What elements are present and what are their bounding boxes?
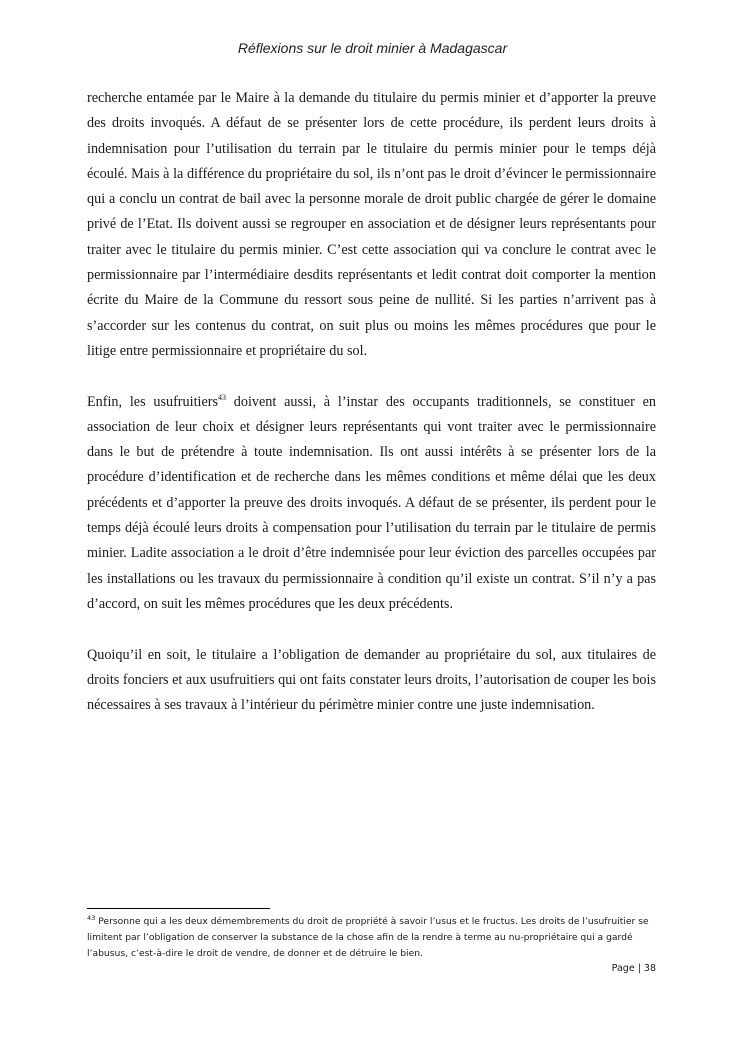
paragraph-2: [87, 390, 656, 618]
paragraph-2-rest: doivent aussi, à l’instar des occupants traditionnels, se constituer en association de leur choix et désigner leurs représentants qui vont traiter avec le permissionnaire dans le but de prétendre à toute indemnisation. Ils ont aussi intérêts à se présenter lors de la procédure d’identification et de recherche dans les mêmes conditions et même délai que les deux précédents et d’apporter la preuve des droits invoqués. A défaut de se présenter, ils perdent pour le temps déjà écoulé leurs droits à compensation pour l’utilisation du terrain par le titulaire de permis minier. Ladite association a le droit d’être indemnisée pour leur éviction des parcelles occupées par les installations ou les travaux du permissionnaire à condition qu’il existe un contrat. S’il n’y a pas d’accord, on suit les mêmes procédures que les deux précédents.: [87, 393, 656, 612]
paragraph-3: Quoiqu’il en soit, le titulaire a l’obligation de demander au propriétaire du sol, aux titulaires de droits fonciers et aux usufruitiers qui ont faits constater leurs droits, l’autorisation de couper les bois nécessaires à ses travaux à l’intérieur du périmètre minier contre une juste indemnisation.: [87, 646, 656, 714]
running-header: Réflexions sur le droit minier à Madagascar: [237, 40, 508, 56]
paragraph-2-start: Enfin, les usufruitiers: [87, 393, 218, 410]
paragraph-1: recherche entamée par le Maire à la demande du titulaire du permis minier et d’apporter la preuve des droits invoqués. A défaut de se présenter lors de cette procédure, ils perdent leurs droits à indemnisation pour l’utilisation du terrain par le titulaire du permis minier pour le temps déjà écoulé. Mais à la différence du propriétaire du sol, ils n’ont pas le droit d’évincer le permissionnaire qui a conclu un contrat de bail avec la personne morale de droit public chargée de gérer le domaine privé de l’Etat. Ils doivent aussi se regrouper en association et de désigner leurs représentants pour traiter avec le titulaire du permis minier. C’est cette association qui va conclure le contrat avec le permissionnaire par l’intermédiaire desdits représentants et ledit contrat doit comporter la mention écrite du Maire de la Commune du ressort sous peine de nullité. Si les parties n’arrivent pas à s’accorder sur les contenus du contrat, on suit plus ou moins les mêmes procédures que pour le litige entre permissionnaire et propriétaire du sol.: [87, 90, 656, 359]
footnote-text: Personne qui a les deux démembrements du droit de propriété à savoir l’usus et le fructus. Les droits de l’usufruitier se limitent par l’obligation de conserver la substance de la chose afin de la rendre à terme au nu-propriétaire qui a gardé l’abusus, c’est-à-dire le droit de vendre, de donner et de détruire le bien.: [87, 916, 649, 960]
footnote-reference[interactable]: 43: [218, 392, 226, 402]
footnote: [87, 914, 656, 963]
footnote-number: 43: [87, 914, 96, 922]
body-text: [87, 86, 656, 744]
page-number: Page | 38: [611, 963, 656, 974]
footnote-separator: [87, 908, 270, 909]
